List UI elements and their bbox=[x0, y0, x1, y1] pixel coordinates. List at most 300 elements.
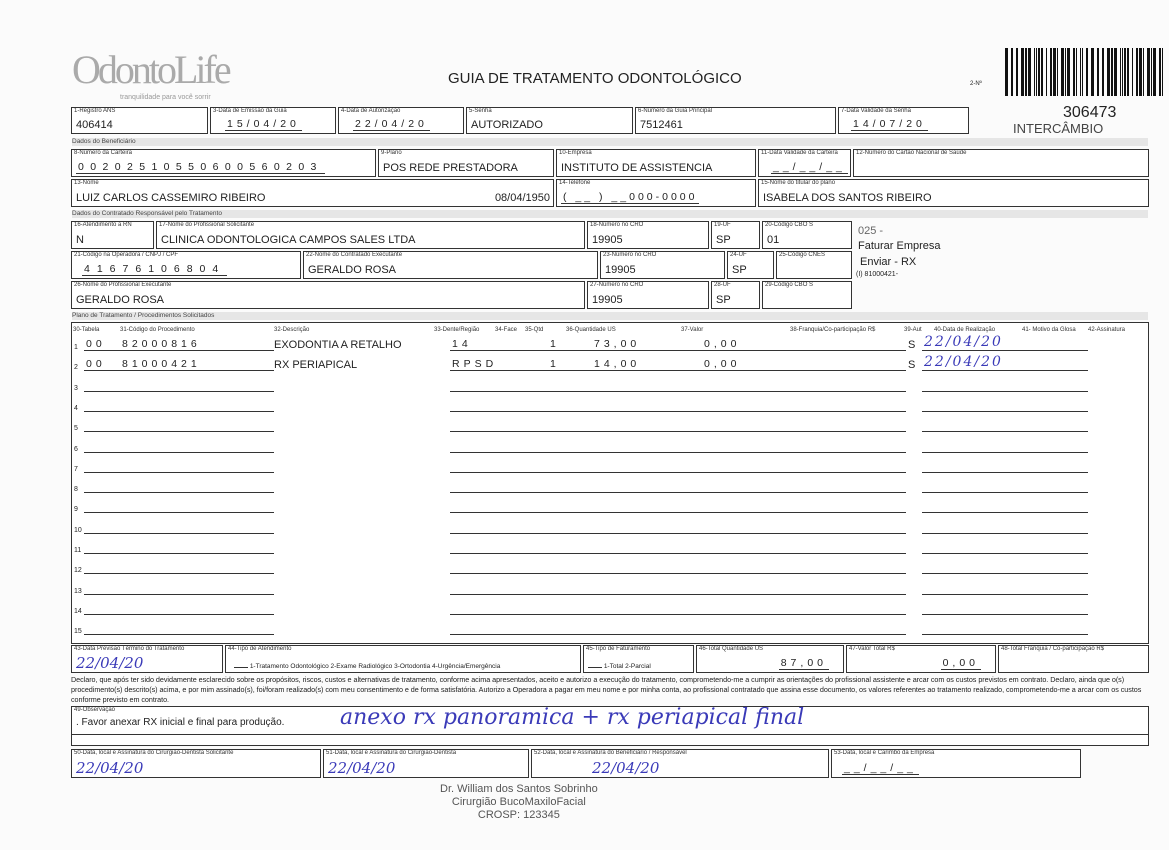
tabela bbox=[84, 419, 122, 432]
procedure-row bbox=[72, 459, 1146, 473]
valor bbox=[702, 561, 824, 574]
aut bbox=[908, 603, 920, 615]
procedure-row bbox=[72, 499, 1146, 513]
field-cro-23 bbox=[600, 251, 725, 279]
value: 22/04/20 bbox=[355, 118, 428, 130]
field-senha bbox=[466, 107, 633, 134]
barcode-bar bbox=[1120, 48, 1121, 96]
codigo bbox=[120, 541, 274, 554]
barcode-bar bbox=[1114, 48, 1117, 96]
barcode-bar bbox=[1036, 48, 1037, 96]
label: 46-Total Quantidade US bbox=[699, 646, 764, 652]
row-number: 10 bbox=[74, 526, 82, 534]
face bbox=[496, 460, 548, 473]
label: 1-Registro ANS bbox=[74, 108, 116, 114]
qtd bbox=[548, 500, 592, 513]
aut bbox=[908, 380, 920, 392]
dente: RPSD bbox=[452, 358, 498, 371]
barcode-bar bbox=[1046, 48, 1047, 96]
quantidade-us bbox=[592, 561, 704, 574]
dente bbox=[450, 460, 498, 473]
label: 51-Data, local e Assinatura do Cirurgião-Dentista bbox=[326, 750, 457, 756]
face bbox=[496, 602, 548, 615]
codigo bbox=[120, 582, 274, 595]
label: 45-Tipo de Faturamento bbox=[586, 646, 651, 652]
value: GERALDO ROSA bbox=[76, 294, 165, 306]
descricao bbox=[274, 501, 434, 513]
header-glosa: 41- Motivo da Glosa bbox=[1022, 327, 1076, 333]
data-realizacao bbox=[922, 419, 1026, 432]
label: 13-Nome bbox=[74, 180, 99, 186]
franquia bbox=[822, 480, 906, 493]
motivo-glosa bbox=[1024, 500, 1088, 513]
value: 14/07/20 bbox=[853, 118, 926, 130]
section-plano: Plano de Tratamento / Procedimentos Solicitados bbox=[72, 312, 1148, 320]
dente bbox=[450, 561, 498, 574]
data-realizacao bbox=[922, 602, 1026, 615]
franquia bbox=[822, 500, 906, 513]
header-dente: 33-Dente/Região bbox=[434, 327, 480, 333]
row-number: 7 bbox=[74, 465, 78, 473]
tabela bbox=[84, 460, 122, 473]
procedure-row bbox=[72, 621, 1146, 635]
face bbox=[496, 399, 548, 412]
label: 49-Observação bbox=[74, 707, 116, 713]
aut bbox=[908, 522, 920, 534]
note-enviar-rx: Enviar - RX bbox=[860, 256, 917, 268]
header-descricao: 32-Descrição bbox=[274, 327, 310, 333]
observation-text: . Favor anexar RX inicial e final para produção. bbox=[76, 717, 285, 728]
tabela: 00 bbox=[84, 358, 122, 371]
value: 0,00 bbox=[942, 657, 979, 669]
field-cartao-nacional bbox=[853, 149, 1149, 177]
label: 29-Código CBO S bbox=[765, 282, 814, 288]
declaration-text: Declaro, que após ter sido devidamente esclarecido sobre os propósitos, riscos, custos e alternativas de tratamento, conforme acima apresentados, aceito e autorizo a execução do tratamento, comprometendo-me a cumprir as orientações do profissional assistente e arcar com os custos previstos em contrato. Declaro, ainda que o(s) procedimento(s) descrito(s) acima, e por mim assinado(s), foi/foram realizado(s) com meu consentimento e de forma satisfatória. Autorizo a Operadora a pagar em meu nome e por minha conta, ao profissional contratado que assina esse documento, os valores referentes ao tratamento realizado, comprometendo-me a arcar com os custos conforme previsto em contrato. bbox=[71, 675, 1142, 704]
field-plano bbox=[378, 149, 554, 177]
qtd bbox=[548, 521, 592, 534]
barcode-bar bbox=[1082, 48, 1083, 96]
row-number: 15 bbox=[74, 628, 82, 636]
franquia bbox=[822, 370, 906, 371]
codigo bbox=[120, 440, 274, 453]
dente bbox=[450, 419, 498, 432]
valor bbox=[702, 500, 824, 513]
data-realizacao bbox=[922, 399, 1026, 412]
label: 11-Data Validade da Carteira bbox=[761, 150, 838, 156]
descricao bbox=[274, 380, 434, 392]
field-data-emissao bbox=[210, 107, 336, 134]
franquia bbox=[822, 541, 906, 554]
dente bbox=[450, 541, 498, 554]
barcode-bar bbox=[1038, 48, 1040, 96]
motivo-glosa bbox=[1024, 561, 1088, 574]
barcode-bar bbox=[1097, 48, 1099, 96]
qtd bbox=[548, 602, 592, 615]
header-qtd: 35-Qtd bbox=[525, 327, 544, 333]
label: 27-Número no CRO bbox=[590, 282, 644, 288]
barcode-bar bbox=[1011, 48, 1013, 96]
value: 87,00 bbox=[780, 657, 827, 669]
aut bbox=[908, 420, 920, 432]
value: SP bbox=[716, 294, 731, 306]
field-registro-ans bbox=[71, 107, 208, 134]
face bbox=[496, 379, 548, 392]
value: 22/04/20 bbox=[76, 759, 144, 777]
field-assinatura-dentista bbox=[323, 749, 529, 778]
procedure-row bbox=[72, 520, 1146, 534]
label: 24-UF bbox=[730, 252, 747, 258]
options: 1-Tratamento Odontológico 2-Exame Radiológico 3-Ortodontia 4-Urgência/Emergência bbox=[249, 663, 501, 670]
stamp-name: Dr. William dos Santos Sobrinho bbox=[440, 783, 598, 795]
label: 3-Data de Emissão da Guia bbox=[213, 108, 287, 114]
value: 41676106804 bbox=[84, 263, 226, 275]
barcode-bar bbox=[1050, 48, 1052, 96]
tabela bbox=[84, 521, 122, 534]
procedure-row bbox=[72, 418, 1146, 432]
valor bbox=[702, 582, 824, 595]
codigo bbox=[120, 419, 274, 432]
qtd bbox=[548, 561, 592, 574]
header-valor: 37-Valor bbox=[681, 327, 704, 333]
barcode-bar bbox=[1162, 48, 1163, 96]
header-aut: 39-Aut bbox=[904, 327, 922, 333]
data-realizacao bbox=[922, 480, 1026, 493]
descricao: EXODONTIA A RETALHO bbox=[274, 339, 402, 351]
label: 52-Data, local e Assinatura do Beneficiário / Responsável bbox=[534, 750, 687, 756]
face bbox=[496, 622, 548, 635]
tabela bbox=[84, 541, 122, 554]
data-realizacao bbox=[922, 582, 1026, 595]
barcode-bar bbox=[1016, 48, 1018, 96]
row-number: 6 bbox=[74, 445, 78, 453]
field-carimbo-empresa bbox=[831, 749, 1081, 778]
descricao bbox=[274, 461, 434, 473]
barcode-bar bbox=[1057, 48, 1058, 96]
value: 406414 bbox=[76, 119, 113, 131]
quantidade-us bbox=[592, 379, 704, 392]
procedure-row bbox=[72, 334, 1146, 351]
label: 44-Tipo de Atendimento bbox=[228, 646, 292, 652]
header-face: 34-Face bbox=[495, 327, 518, 333]
value: GERALDO ROSA bbox=[308, 264, 397, 276]
field-cbo-29 bbox=[762, 281, 852, 309]
barcode-bar bbox=[1067, 48, 1070, 96]
quantidade-us bbox=[592, 460, 704, 473]
label: 8-Número da Carteira bbox=[74, 150, 133, 156]
aut bbox=[908, 562, 920, 574]
motivo-glosa bbox=[1024, 582, 1088, 595]
barcode-bar bbox=[1076, 48, 1077, 96]
label: 10-Empresa bbox=[559, 150, 592, 156]
motivo-glosa bbox=[1024, 541, 1088, 554]
barcode-bar bbox=[1111, 48, 1113, 96]
aut bbox=[908, 623, 920, 635]
checkbox[interactable] bbox=[588, 657, 602, 668]
barcode-bar bbox=[1122, 48, 1123, 96]
codigo bbox=[120, 622, 274, 635]
field-uf-24 bbox=[727, 251, 774, 279]
field-cro-27 bbox=[587, 281, 709, 309]
value: CLINICA ODONTOLOGICA CAMPOS SALES LTDA bbox=[161, 234, 416, 246]
tabela bbox=[84, 582, 122, 595]
field-contratado-executante bbox=[303, 251, 598, 279]
label: 18-Número no CRO bbox=[590, 222, 644, 228]
field-tipo-atendimento bbox=[225, 645, 581, 673]
qtd bbox=[548, 399, 592, 412]
header-codigo: 31-Código do Procedimento bbox=[120, 327, 195, 333]
procedure-row bbox=[72, 378, 1146, 392]
motivo-glosa bbox=[1024, 358, 1088, 371]
valor bbox=[702, 480, 824, 493]
note-code: 025 - bbox=[858, 225, 884, 237]
motivo-glosa bbox=[1024, 521, 1088, 534]
qtd: 1 bbox=[548, 358, 592, 371]
label: 19-UF bbox=[714, 222, 731, 228]
motivo-glosa bbox=[1024, 379, 1088, 392]
valor bbox=[702, 399, 824, 412]
tabela bbox=[84, 379, 122, 392]
label: 26-Nome do Profissional Executante bbox=[74, 282, 172, 288]
note-faturar: Faturar Empresa bbox=[858, 240, 941, 252]
tabela bbox=[84, 500, 122, 513]
qtd bbox=[548, 622, 592, 635]
qtd bbox=[548, 582, 592, 595]
aut bbox=[908, 441, 920, 453]
procedure-row bbox=[72, 581, 1146, 595]
quantidade-us bbox=[592, 541, 704, 554]
odontolife-logo: OdontoLife bbox=[72, 47, 229, 92]
value: AUTORIZADO bbox=[471, 119, 543, 131]
face bbox=[496, 561, 548, 574]
qtd bbox=[548, 480, 592, 493]
label: 48-Total Franquia / Co-participação R$ bbox=[1001, 646, 1105, 652]
face bbox=[496, 480, 548, 493]
barcode-bar bbox=[1021, 48, 1024, 96]
value: POS REDE PRESTADORA bbox=[383, 162, 518, 174]
label: 50-Data, local e Assinatura do Cirurgião-Dentista Solicitante bbox=[74, 750, 234, 756]
label: 7-Data Validade da Senha bbox=[841, 108, 911, 114]
field-codigo-operadora bbox=[71, 251, 301, 279]
descricao bbox=[274, 400, 434, 412]
value: 19905 bbox=[605, 264, 636, 276]
aut bbox=[908, 583, 920, 595]
value: ISABELA DOS SANTOS RIBEIRO bbox=[763, 192, 932, 204]
dente bbox=[450, 602, 498, 615]
data-realizacao bbox=[922, 561, 1026, 574]
valor bbox=[702, 440, 824, 453]
codigo bbox=[120, 460, 274, 473]
franquia bbox=[822, 602, 906, 615]
header-tabela: 30-Tabela bbox=[73, 327, 100, 333]
data-realizacao bbox=[922, 379, 1026, 392]
valor bbox=[702, 602, 824, 615]
descricao bbox=[274, 420, 434, 432]
quantidade-us bbox=[592, 582, 704, 595]
barcode-bar bbox=[1127, 48, 1129, 96]
tabela bbox=[84, 602, 122, 615]
aut bbox=[908, 481, 920, 493]
guide-type: INTERCÂMBIO bbox=[1013, 121, 1104, 136]
descricao bbox=[274, 522, 434, 534]
tabela bbox=[84, 480, 122, 493]
row-number: 14 bbox=[74, 607, 82, 615]
aut bbox=[908, 461, 920, 473]
options: 1-Total 2-Parcial bbox=[603, 663, 651, 670]
descricao bbox=[274, 562, 434, 574]
franquia bbox=[822, 582, 906, 595]
franquia bbox=[822, 622, 906, 635]
qtd bbox=[548, 440, 592, 453]
field-telefone bbox=[556, 179, 756, 207]
row-number: 1 bbox=[74, 344, 78, 351]
barcode-bar bbox=[1153, 48, 1156, 96]
codigo bbox=[120, 480, 274, 493]
quantidade-us bbox=[592, 480, 704, 493]
value: LUIZ CARLOS CASSEMIRO RIBEIRO bbox=[76, 192, 266, 204]
quantidade-us bbox=[592, 521, 704, 534]
field-cbo-20 bbox=[762, 221, 852, 249]
procedure-row bbox=[72, 398, 1146, 412]
qtd bbox=[548, 541, 592, 554]
label: 28-UF bbox=[714, 282, 731, 288]
value: 00202510550600560203 bbox=[78, 161, 323, 173]
quantidade-us bbox=[592, 399, 704, 412]
procedure-row bbox=[72, 439, 1146, 453]
label: 4-Data de Autorização bbox=[341, 108, 401, 114]
row-number: 2 bbox=[74, 364, 78, 372]
tabela bbox=[84, 622, 122, 635]
label: 47-Valor Total R$ bbox=[849, 646, 895, 652]
valor: 0,00 bbox=[702, 358, 824, 371]
qtd bbox=[548, 419, 592, 432]
descricao bbox=[274, 603, 434, 615]
codigo bbox=[120, 561, 274, 574]
procedure-row bbox=[72, 354, 1146, 372]
field-validade-carteira bbox=[758, 149, 851, 177]
label: 6-Número da Guia Principal bbox=[638, 108, 713, 114]
aut bbox=[908, 400, 920, 412]
descricao bbox=[274, 481, 434, 493]
dente bbox=[450, 440, 498, 453]
label: 23-Número no CRO bbox=[603, 252, 657, 258]
tabela bbox=[84, 561, 122, 574]
barcode-bar bbox=[1143, 48, 1144, 96]
birth-date: 08/04/1950 bbox=[494, 192, 550, 204]
header-franquia: 38-Franquia/Co-participação R$ bbox=[790, 327, 876, 333]
procedure-row bbox=[72, 479, 1146, 493]
quantidade-us: 14,00 bbox=[592, 358, 704, 371]
codigo bbox=[120, 521, 274, 534]
row-number: 12 bbox=[74, 567, 82, 575]
value: 22/04/20 bbox=[76, 654, 144, 672]
page-title: GUIA DE TRATAMENTO ODONTOLÓGICO bbox=[448, 70, 742, 87]
field-observacao bbox=[71, 706, 1149, 746]
field-valor-total bbox=[846, 645, 996, 673]
data-realizacao bbox=[922, 460, 1026, 473]
face bbox=[496, 370, 548, 371]
face bbox=[496, 440, 548, 453]
field-assinatura-beneficiario bbox=[531, 749, 829, 778]
motivo-glosa bbox=[1024, 399, 1088, 412]
field-titular bbox=[758, 179, 1149, 207]
label: 15-Nome do titular do plano bbox=[761, 180, 836, 186]
field-nome bbox=[71, 179, 554, 207]
valor bbox=[702, 379, 824, 392]
codigo bbox=[120, 602, 274, 615]
codigo: 82000816 bbox=[120, 338, 274, 351]
barcode-bar bbox=[1080, 48, 1081, 96]
barcode-bar bbox=[1025, 48, 1027, 96]
barcode-bar bbox=[1053, 48, 1056, 96]
aut bbox=[908, 542, 920, 554]
franquia bbox=[822, 350, 906, 351]
logo-tagline: tranquilidade para você sorrir bbox=[120, 94, 211, 101]
row-number: 4 bbox=[74, 404, 78, 412]
checkbox[interactable] bbox=[234, 657, 248, 668]
label: 5-Senha bbox=[469, 108, 492, 114]
motivo-glosa bbox=[1024, 460, 1088, 473]
qtd bbox=[548, 379, 592, 392]
label: 20-Código CBO S bbox=[765, 222, 814, 228]
value: __/__/__ bbox=[844, 762, 917, 774]
row-number: 13 bbox=[74, 587, 82, 595]
field-data-previsao bbox=[71, 645, 223, 673]
dente bbox=[450, 521, 498, 534]
valor bbox=[702, 622, 824, 635]
quantidade-us: 73,00 bbox=[592, 338, 704, 351]
barcode-bar bbox=[1102, 48, 1104, 96]
field-atendimento-rn bbox=[71, 221, 154, 249]
procedures-table bbox=[71, 322, 1149, 644]
face bbox=[496, 582, 548, 595]
field-uf-19 bbox=[711, 221, 760, 249]
value: 7512461 bbox=[640, 119, 683, 131]
franquia bbox=[822, 460, 906, 473]
field-cnes bbox=[776, 251, 852, 279]
barcode-bar bbox=[1147, 48, 1150, 96]
face bbox=[496, 500, 548, 513]
field-tipo-faturamento bbox=[583, 645, 694, 673]
barcode-bar bbox=[1073, 48, 1075, 96]
barcode-bar bbox=[1136, 48, 1138, 96]
field-validade-senha bbox=[838, 107, 969, 134]
data-realizacao bbox=[922, 521, 1026, 534]
franquia bbox=[822, 521, 906, 534]
barcode-bar bbox=[1041, 48, 1043, 96]
section-contratado: Dados do Contratado Responsável pelo Tratamento bbox=[72, 210, 1148, 218]
data-realizacao: 22/04/20 bbox=[922, 354, 1026, 371]
aut: S bbox=[908, 359, 916, 372]
barcode-bar bbox=[1005, 48, 1008, 96]
dente bbox=[450, 480, 498, 493]
value: N bbox=[76, 234, 84, 246]
doctor-stamp bbox=[440, 783, 598, 822]
qtd bbox=[548, 460, 592, 473]
franquia bbox=[822, 440, 906, 453]
value: 19905 bbox=[592, 294, 623, 306]
guide-number: 306473 bbox=[1063, 104, 1117, 121]
codigo bbox=[120, 500, 274, 513]
franquia bbox=[822, 379, 906, 392]
valor bbox=[702, 541, 824, 554]
value: INSTITUTO DE ASSISTENCIA bbox=[561, 162, 713, 174]
label: 25-Código CNES bbox=[779, 252, 826, 258]
value: __/__/__ bbox=[773, 161, 846, 173]
data-realizacao bbox=[922, 622, 1026, 635]
row-number: 9 bbox=[74, 506, 78, 514]
motivo-glosa bbox=[1024, 622, 1088, 635]
barcode-bar bbox=[1107, 48, 1110, 96]
